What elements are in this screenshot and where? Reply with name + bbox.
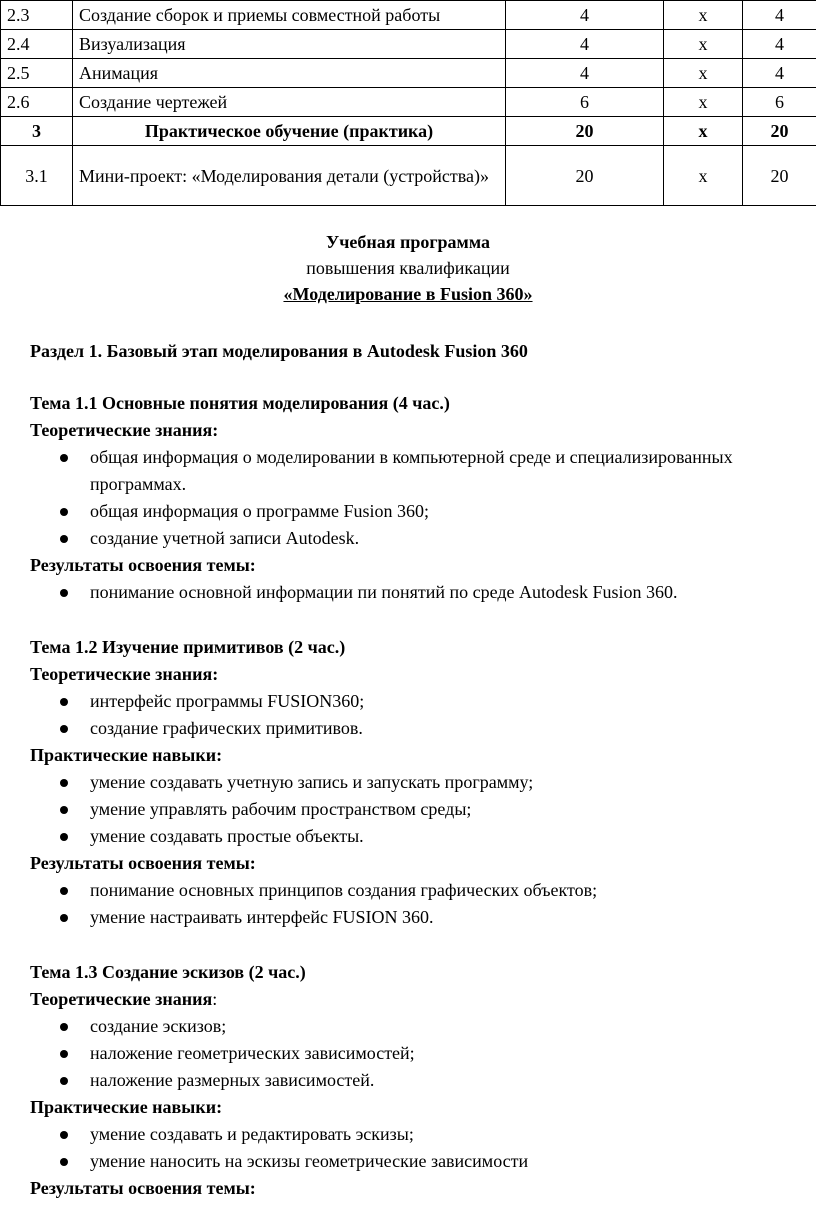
bullet-icon <box>60 725 68 733</box>
row-number: 3 <box>1 117 73 146</box>
bullet-icon <box>60 914 68 922</box>
bullet-icon <box>60 833 68 841</box>
list-item: умение создавать и редактировать эскизы; <box>30 1121 816 1148</box>
bullet-icon <box>60 535 68 543</box>
list-item: наложение геометрических зависимостей; <box>30 1040 816 1067</box>
row-theory-hours: х <box>664 88 743 117</box>
bullet-icon <box>60 454 68 462</box>
row-number: 2.3 <box>1 1 73 30</box>
table-row <box>1 117 816 146</box>
list-item: умение управлять рабочим пространством среды; <box>30 796 816 823</box>
row-practice-hours: 20 <box>743 146 816 206</box>
program-content <box>30 330 816 1202</box>
row-total-hours: 4 <box>506 1 664 30</box>
row-theory-hours: х <box>664 59 743 88</box>
bullet-icon <box>60 1023 68 1031</box>
row-total-hours: 20 <box>506 146 664 206</box>
bullet-icon <box>60 1050 68 1058</box>
theory-label: Теоретические знания: <box>30 989 218 1009</box>
bullet-icon <box>60 508 68 516</box>
bullet-icon <box>60 589 68 597</box>
row-theory-hours: х <box>664 1 743 30</box>
program-heading <box>0 229 816 307</box>
course-title: «Моделирование в Fusion 360» <box>283 284 533 304</box>
row-total-hours: 4 <box>506 30 664 59</box>
theory-list <box>30 444 816 552</box>
program-title: Учебная программа <box>326 232 490 252</box>
bullet-icon <box>60 806 68 814</box>
list-item: умение настраивать интерфейс FUSION 360. <box>30 904 816 931</box>
results-list <box>30 579 816 606</box>
list-item: понимание основной информации пи понятий по среде Autodesk Fusion 360. <box>30 579 816 606</box>
results-label: Результаты освоения темы: <box>30 853 256 873</box>
theory-list <box>30 1013 816 1094</box>
topic-title: Тема 1.3 Создание эскизов (2 час.) <box>30 962 306 982</box>
row-title: Создание чертежей <box>73 88 506 117</box>
table-row <box>1 1 816 30</box>
list-item: наложение размерных зависимостей. <box>30 1067 816 1094</box>
row-theory-hours: х <box>664 117 743 146</box>
list-item: умение создавать учетную запись и запускать программу; <box>30 769 816 796</box>
list-item: создание графических примитивов. <box>30 715 816 742</box>
topic-title: Тема 1.1 Основные понятия моделирования (4 час.) <box>30 393 450 413</box>
list-item: понимание основных принципов создания графических объектов; <box>30 877 816 904</box>
skills-list <box>30 1121 816 1175</box>
bullet-icon <box>60 698 68 706</box>
list-item: интерфейс программы FUSION360; <box>30 688 816 715</box>
row-title: Практическое обучение (практика) <box>73 117 506 146</box>
list-item: создание эскизов; <box>30 1013 816 1040</box>
bullet-icon <box>60 1131 68 1139</box>
row-title: Анимация <box>73 59 506 88</box>
bullet-icon <box>60 779 68 787</box>
list-item: общая информация о программе Fusion 360; <box>30 498 816 525</box>
skills-label: Практические навыки: <box>30 1097 223 1117</box>
row-practice-hours: 4 <box>743 1 816 30</box>
row-total-hours: 6 <box>506 88 664 117</box>
topic-title: Тема 1.2 Изучение примитивов (2 час.) <box>30 637 346 657</box>
list-item: умение создавать простые объекты. <box>30 823 816 850</box>
skills-list <box>30 769 816 850</box>
row-total-hours: 20 <box>506 117 664 146</box>
row-total-hours: 4 <box>506 59 664 88</box>
results-label: Результаты освоения темы: <box>30 1178 256 1198</box>
skills-label: Практические навыки: <box>30 745 223 765</box>
table-row <box>1 88 816 117</box>
row-number: 2.6 <box>1 88 73 117</box>
row-theory-hours: х <box>664 30 743 59</box>
row-number: 3.1 <box>1 146 73 206</box>
table-row <box>1 30 816 59</box>
row-title: Создание сборок и приемы совместной работы <box>73 1 506 30</box>
bullet-icon <box>60 1077 68 1085</box>
bullet-icon <box>60 887 68 895</box>
row-theory-hours: х <box>664 146 743 206</box>
row-number: 2.4 <box>1 30 73 59</box>
row-title: Визуализация <box>73 30 506 59</box>
curriculum-table <box>0 0 816 206</box>
theory-label: Теоретические знания: <box>30 664 219 684</box>
row-practice-hours: 4 <box>743 59 816 88</box>
list-item: создание учетной записи Autodesk. <box>30 525 816 552</box>
table-row <box>1 146 816 206</box>
row-practice-hours: 6 <box>743 88 816 117</box>
section-title: Раздел 1. Базовый этап моделирования в Autodesk Fusion 360 <box>30 341 528 361</box>
program-subtitle: повышения квалификации <box>306 258 510 278</box>
results-label: Результаты освоения темы: <box>30 555 256 575</box>
results-list <box>30 877 816 931</box>
list-item: общая информация о моделировании в компьютерной среде и специализированных программах. <box>30 444 816 498</box>
theory-label: Теоретические знания: <box>30 420 219 440</box>
list-item: умение наносить на эскизы геометрические зависимости <box>30 1148 816 1175</box>
row-number: 2.5 <box>1 59 73 88</box>
row-practice-hours: 4 <box>743 30 816 59</box>
bullet-icon <box>60 1158 68 1166</box>
theory-list <box>30 688 816 742</box>
table-row <box>1 59 816 88</box>
row-title: Мини-проект: «Моделирования детали (устройства)» <box>73 146 506 206</box>
row-practice-hours: 20 <box>743 117 816 146</box>
